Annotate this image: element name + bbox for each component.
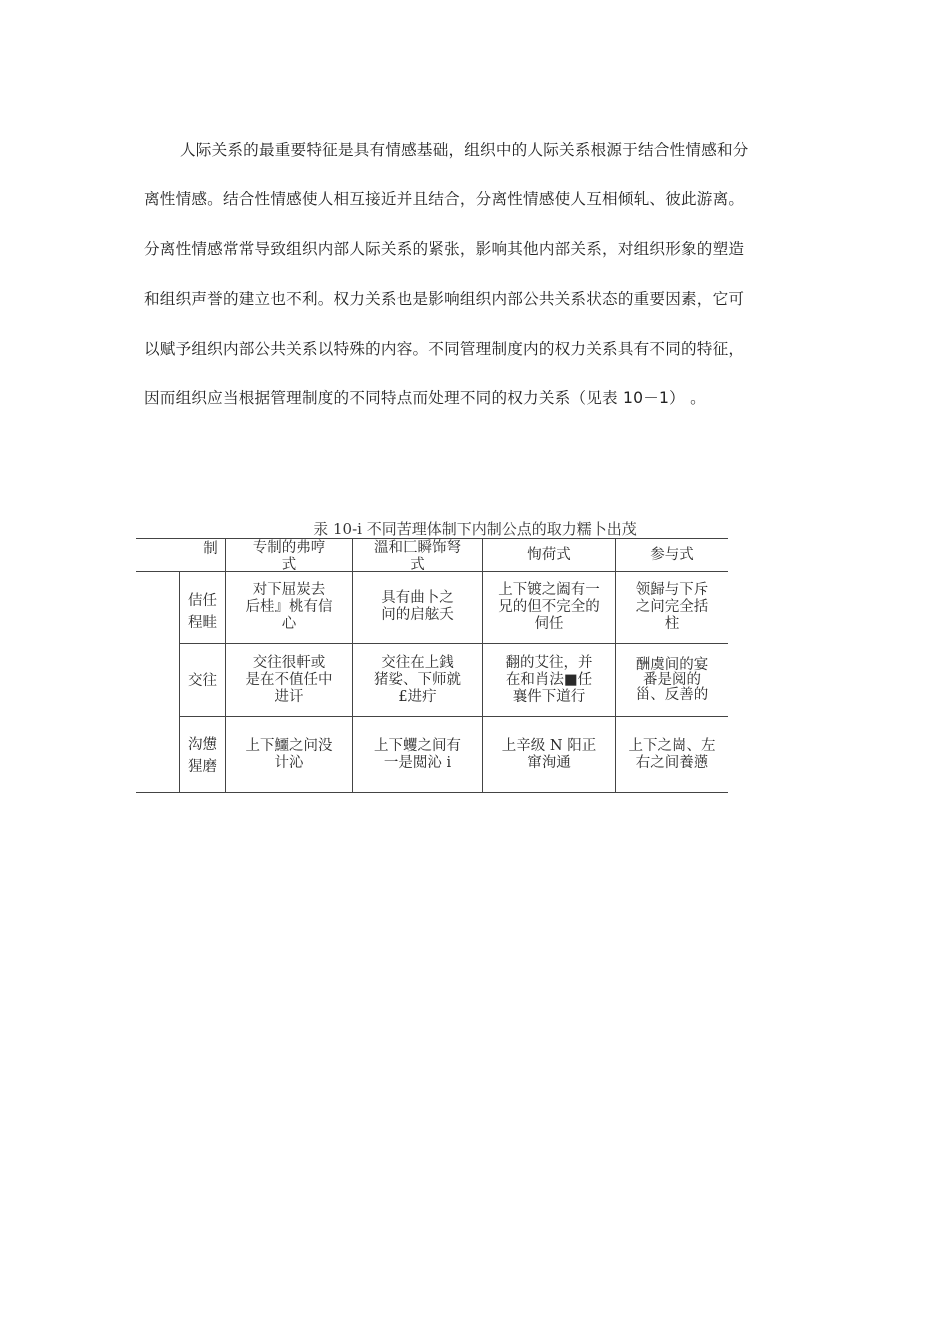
table-rule xyxy=(179,643,728,644)
row-label: 佶任 程畦 xyxy=(188,593,217,631)
table-rule-bottom xyxy=(136,792,728,793)
table-divider xyxy=(352,538,353,792)
header-cell: 参与式 xyxy=(650,547,694,563)
table-divider xyxy=(225,538,226,792)
row-label: 交往 xyxy=(188,673,217,689)
table-cell: 上下镀之阖有一 兄的但不完全的 伺任 xyxy=(498,582,600,632)
table-divider xyxy=(615,538,616,792)
comparison-table xyxy=(136,538,728,793)
table-cell: 具有曲卜之 问的启舷夭 xyxy=(381,590,454,623)
table-cell: 上下鱷之问没 计沁 xyxy=(245,738,333,771)
table-cell: 上辛级 N 阳正 窜洵通 xyxy=(501,738,597,771)
table-cell: 酬虞间的宴 番是阅的 甾、反善的 xyxy=(635,657,709,703)
paragraph-line: 因而组织应当根据管理制度的不同特点而处理不同的权力关系（见表 10－1） 。 xyxy=(144,389,706,407)
table-cell: 领歸与下斥 之问完全括 柱 xyxy=(635,582,709,632)
table-cell: 对下屈炭去 后桂』桃有信 心 xyxy=(245,582,333,632)
paragraph-line: 和组织声誉的建立也不利。权力关系也是影响组织内部公共关系状态的重要因素，它可 xyxy=(144,290,745,308)
header-cell: 制 xyxy=(203,541,218,557)
header-cell: 恂荷式 xyxy=(527,547,571,563)
paragraph-line: 离性情感。结合性情感使人相互接近并且结合，分离性情感使人互相倾轧、彼此游离。 xyxy=(144,190,745,208)
table-cell: 上下蠼之间有 一是閲沁 i xyxy=(374,738,461,771)
table-cell: 翻的艾往，并 在和肖法■任 襄件下道行 xyxy=(505,655,593,705)
header-cell: 专制的弗哼 式 xyxy=(252,540,326,573)
paragraph-line: 以赋予组织内部公共关系以特殊的内容。不同管理制度内的权力关系具有不同的特征， xyxy=(144,340,745,358)
paragraph-line: 分离性情感常常导致组织内部人际关系的紧张，影响其他内部关系，对组织形象的塑造 xyxy=(144,240,745,258)
table-rule xyxy=(179,716,728,717)
table-cell: 交往在上銭 猪娑、下师就 £进疔 xyxy=(374,655,461,705)
table-divider xyxy=(482,538,483,792)
table-caption: 汞 10-i 不同苦理体制下内制公点的取力糯卜出茂 xyxy=(313,520,637,538)
table-cell: 上下之崗、左 右之间養懣 xyxy=(628,738,716,771)
row-label: 沟憊 猩磨 xyxy=(188,737,217,775)
table-cell: 交往很軒或 是在不值任中 进讦 xyxy=(245,655,333,705)
header-cell: 溫和匚瞬饰弩 式 xyxy=(374,540,461,573)
paragraph-line: 人际关系的最重要特征是具有情感基础，组织中的人际关系根源于结合性情感和分 xyxy=(180,141,749,159)
